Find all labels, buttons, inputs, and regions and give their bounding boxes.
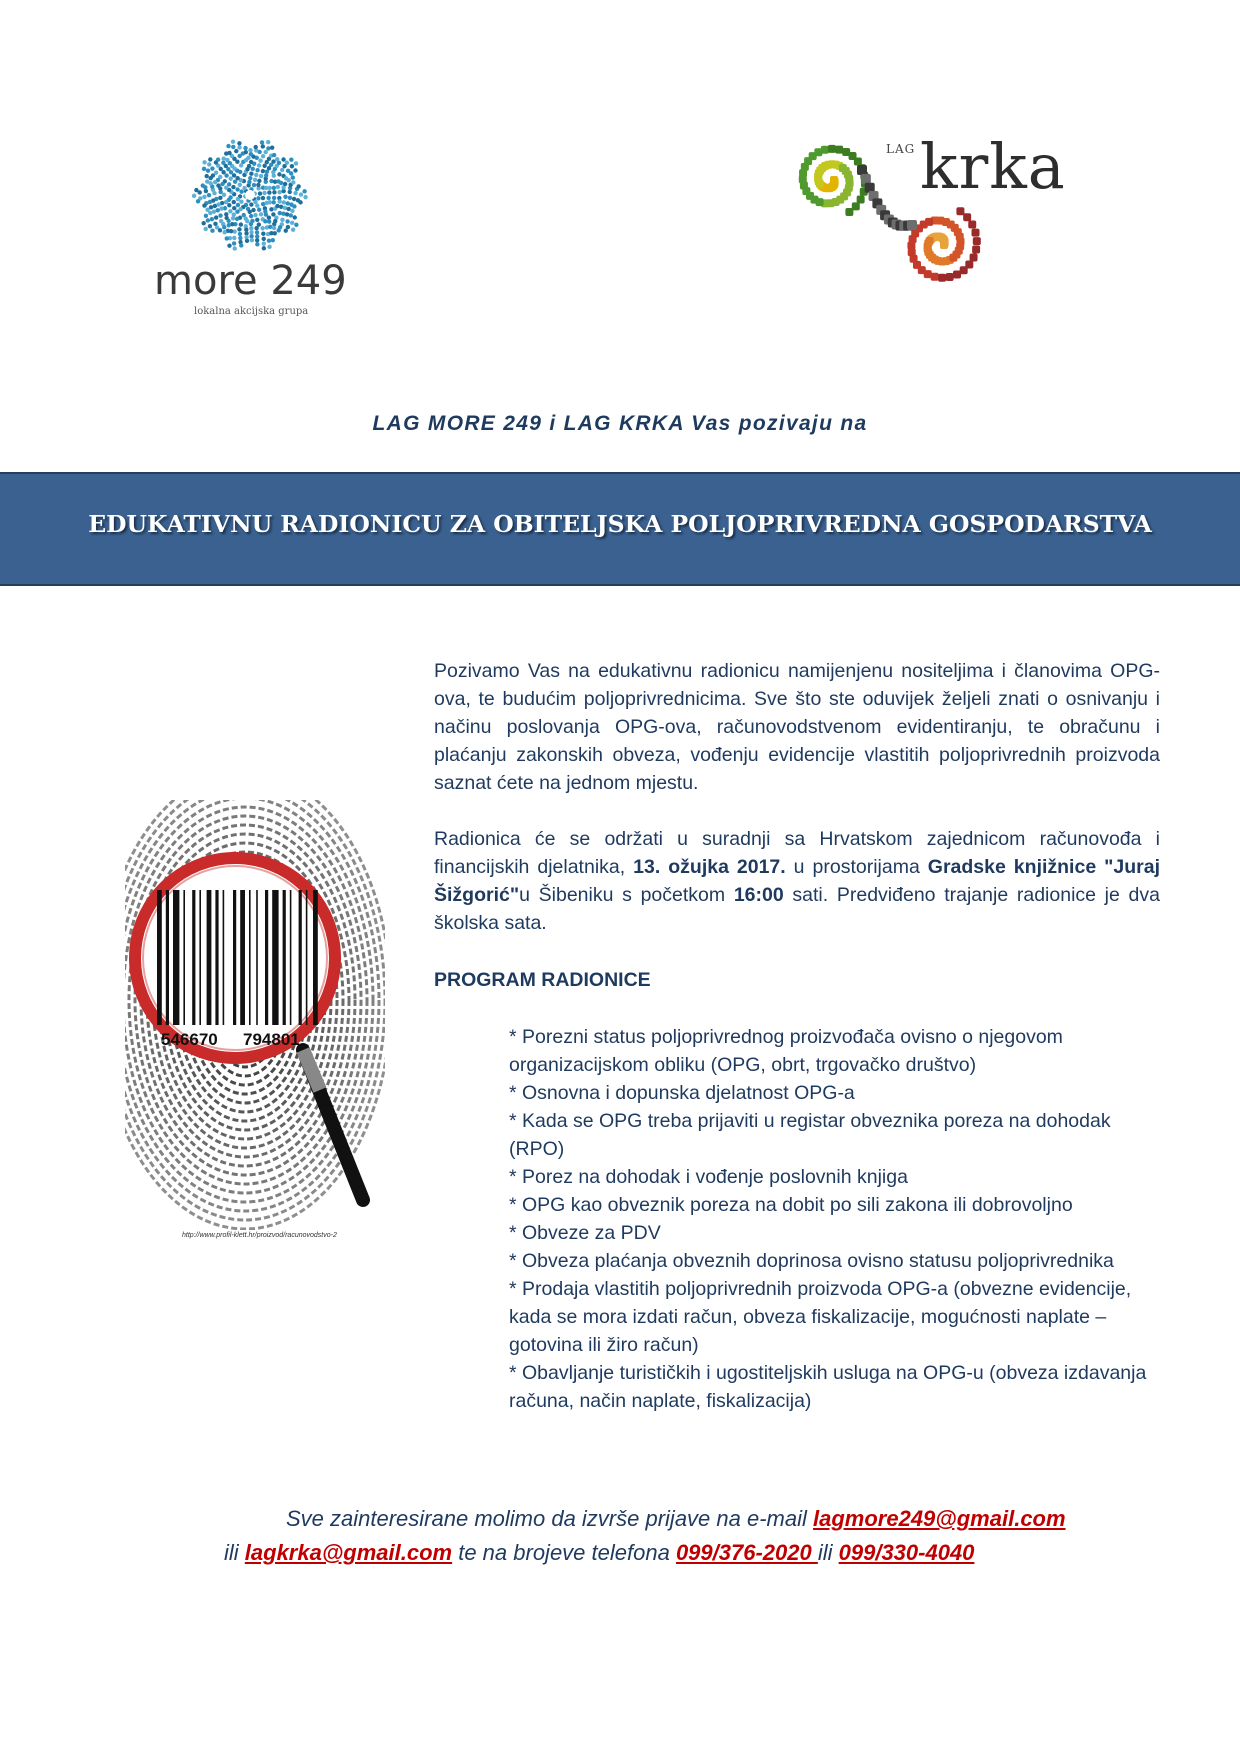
intro-line: LAG MORE 249 i LAG KRKA Vas pozivaju na: [372, 412, 868, 435]
sea-urchin-logo-icon: [180, 130, 320, 260]
footer-text-1: Sve zainteresirane molimo da izvrše prijave na e-mail: [286, 1506, 813, 1531]
program-item: * Prodaja vlastitih poljoprivrednih proizvoda OPG-a (obvezne evidencije, kada se mora izdati račun, obveza fiskalizacije, mogućnosti naplate – gotovina ili žiro račun): [509, 1278, 1132, 1356]
details-text-2: u prostorijama: [785, 856, 928, 878]
barcode-number-right: 794801: [243, 1030, 300, 1049]
logo-more-249: [150, 130, 350, 320]
image-source-caption: http://www.profil-klett.hr/proizvod/racunovodstvo-2: [182, 1232, 337, 1239]
details-text-3: u Šibeniku s početkom: [519, 884, 734, 906]
details-text-1: Radionica će se održati u suradnji sa Hrvatskom zajednicom računovođa i financijskih djelatnika,: [434, 828, 1160, 878]
footer-text-2: ili: [224, 1540, 245, 1565]
details-text-4: sati. Predviđeno trajanje radionice je dva školska sata.: [434, 884, 1160, 934]
email-link-lag-krka[interactable]: lagkrka@gmail.com: [244, 1540, 453, 1565]
paragraph-details: [434, 825, 1160, 937]
program-list: [509, 1023, 1169, 1415]
logo-more-subtitle: lokalna akcijska grupa: [194, 306, 309, 317]
email-link-lag-more[interactable]: lagmore249@gmail.com: [813, 1506, 1066, 1531]
program-item: * Porezni status poljoprivrednog proizvođača ovisno o njegovom organizacijskom obliku (OPG, obrt, trgovačko društvo): [509, 1026, 1063, 1076]
logo-krka-prefix: LAG: [886, 142, 916, 156]
program-item: * Osnovna i dopunska djelatnost OPG-a: [509, 1082, 855, 1104]
paragraph-intro: Pozivamo Vas na edukativnu radionicu namijenjenu nositeljima i članovima OPG-ova, te budućim poljoprivrednicima. Sve što ste oduvijek željeli znati o osnivanju i načinu poslovanja OPG-ova, računovodstvenom evidentiranju, te obračunu i plaćanju zakonskih obveza, vođenju evidencije vlastitih poljoprivrednih proizvoda saznat ćete na jednom mjestu.: [434, 660, 1160, 794]
footer-line-1: [286, 1506, 1066, 1532]
program-item: * Obavljanje turističkih i ugostiteljskih usluga na OPG-u (obveza izdavanja računa, način naplate, fiskalizacija): [509, 1362, 1147, 1412]
fingerprint-illustration: [125, 800, 385, 1230]
program-item: * Obveze za PDV: [509, 1222, 661, 1244]
phone-link-2[interactable]: 099/330-4040: [838, 1540, 975, 1565]
program-item: * OPG kao obveznik poreza na dobit po sili zakona ili dobrovoljno: [509, 1194, 1073, 1216]
logo-lag-krka: [790, 130, 1070, 300]
program-item: * Obveza plaćanja obveznih doprinosa ovisno statusu poljoprivrednika: [509, 1250, 1114, 1272]
footer-line-2: [224, 1540, 974, 1566]
logo-krka-name: krka: [920, 130, 1066, 203]
program-item: * Porez na dohodak i vođenje poslovnih knjiga: [509, 1166, 908, 1188]
workshop-date: 13. ožujka 2017.: [633, 856, 786, 878]
title-banner: [0, 472, 1240, 586]
program-item: * Kada se OPG treba prijaviti u registar obveznika poreza na dohodak (RPO): [509, 1110, 1111, 1160]
phone-link-1[interactable]: 099/376-2020: [675, 1540, 818, 1565]
barcode-number-left: 546670: [161, 1030, 218, 1049]
fingerprint-magnifier-image: [125, 800, 385, 1230]
program-title: PROGRAM RADIONICE: [434, 969, 651, 991]
footer-text-4: ili: [817, 1540, 839, 1565]
footer-text-3: te na brojeve telefona: [452, 1540, 676, 1565]
logo-more-name: more 249: [154, 258, 347, 304]
workshop-venue: Gradske knjižnice "Juraj Šižgorić": [434, 856, 1160, 906]
workshop-time: 16:00: [733, 884, 784, 906]
banner-title: EDUKATIVNU RADIONICU ZA OBITELJSKA POLJOPRIVREDNA GOSPODARSTVA: [88, 510, 1152, 538]
